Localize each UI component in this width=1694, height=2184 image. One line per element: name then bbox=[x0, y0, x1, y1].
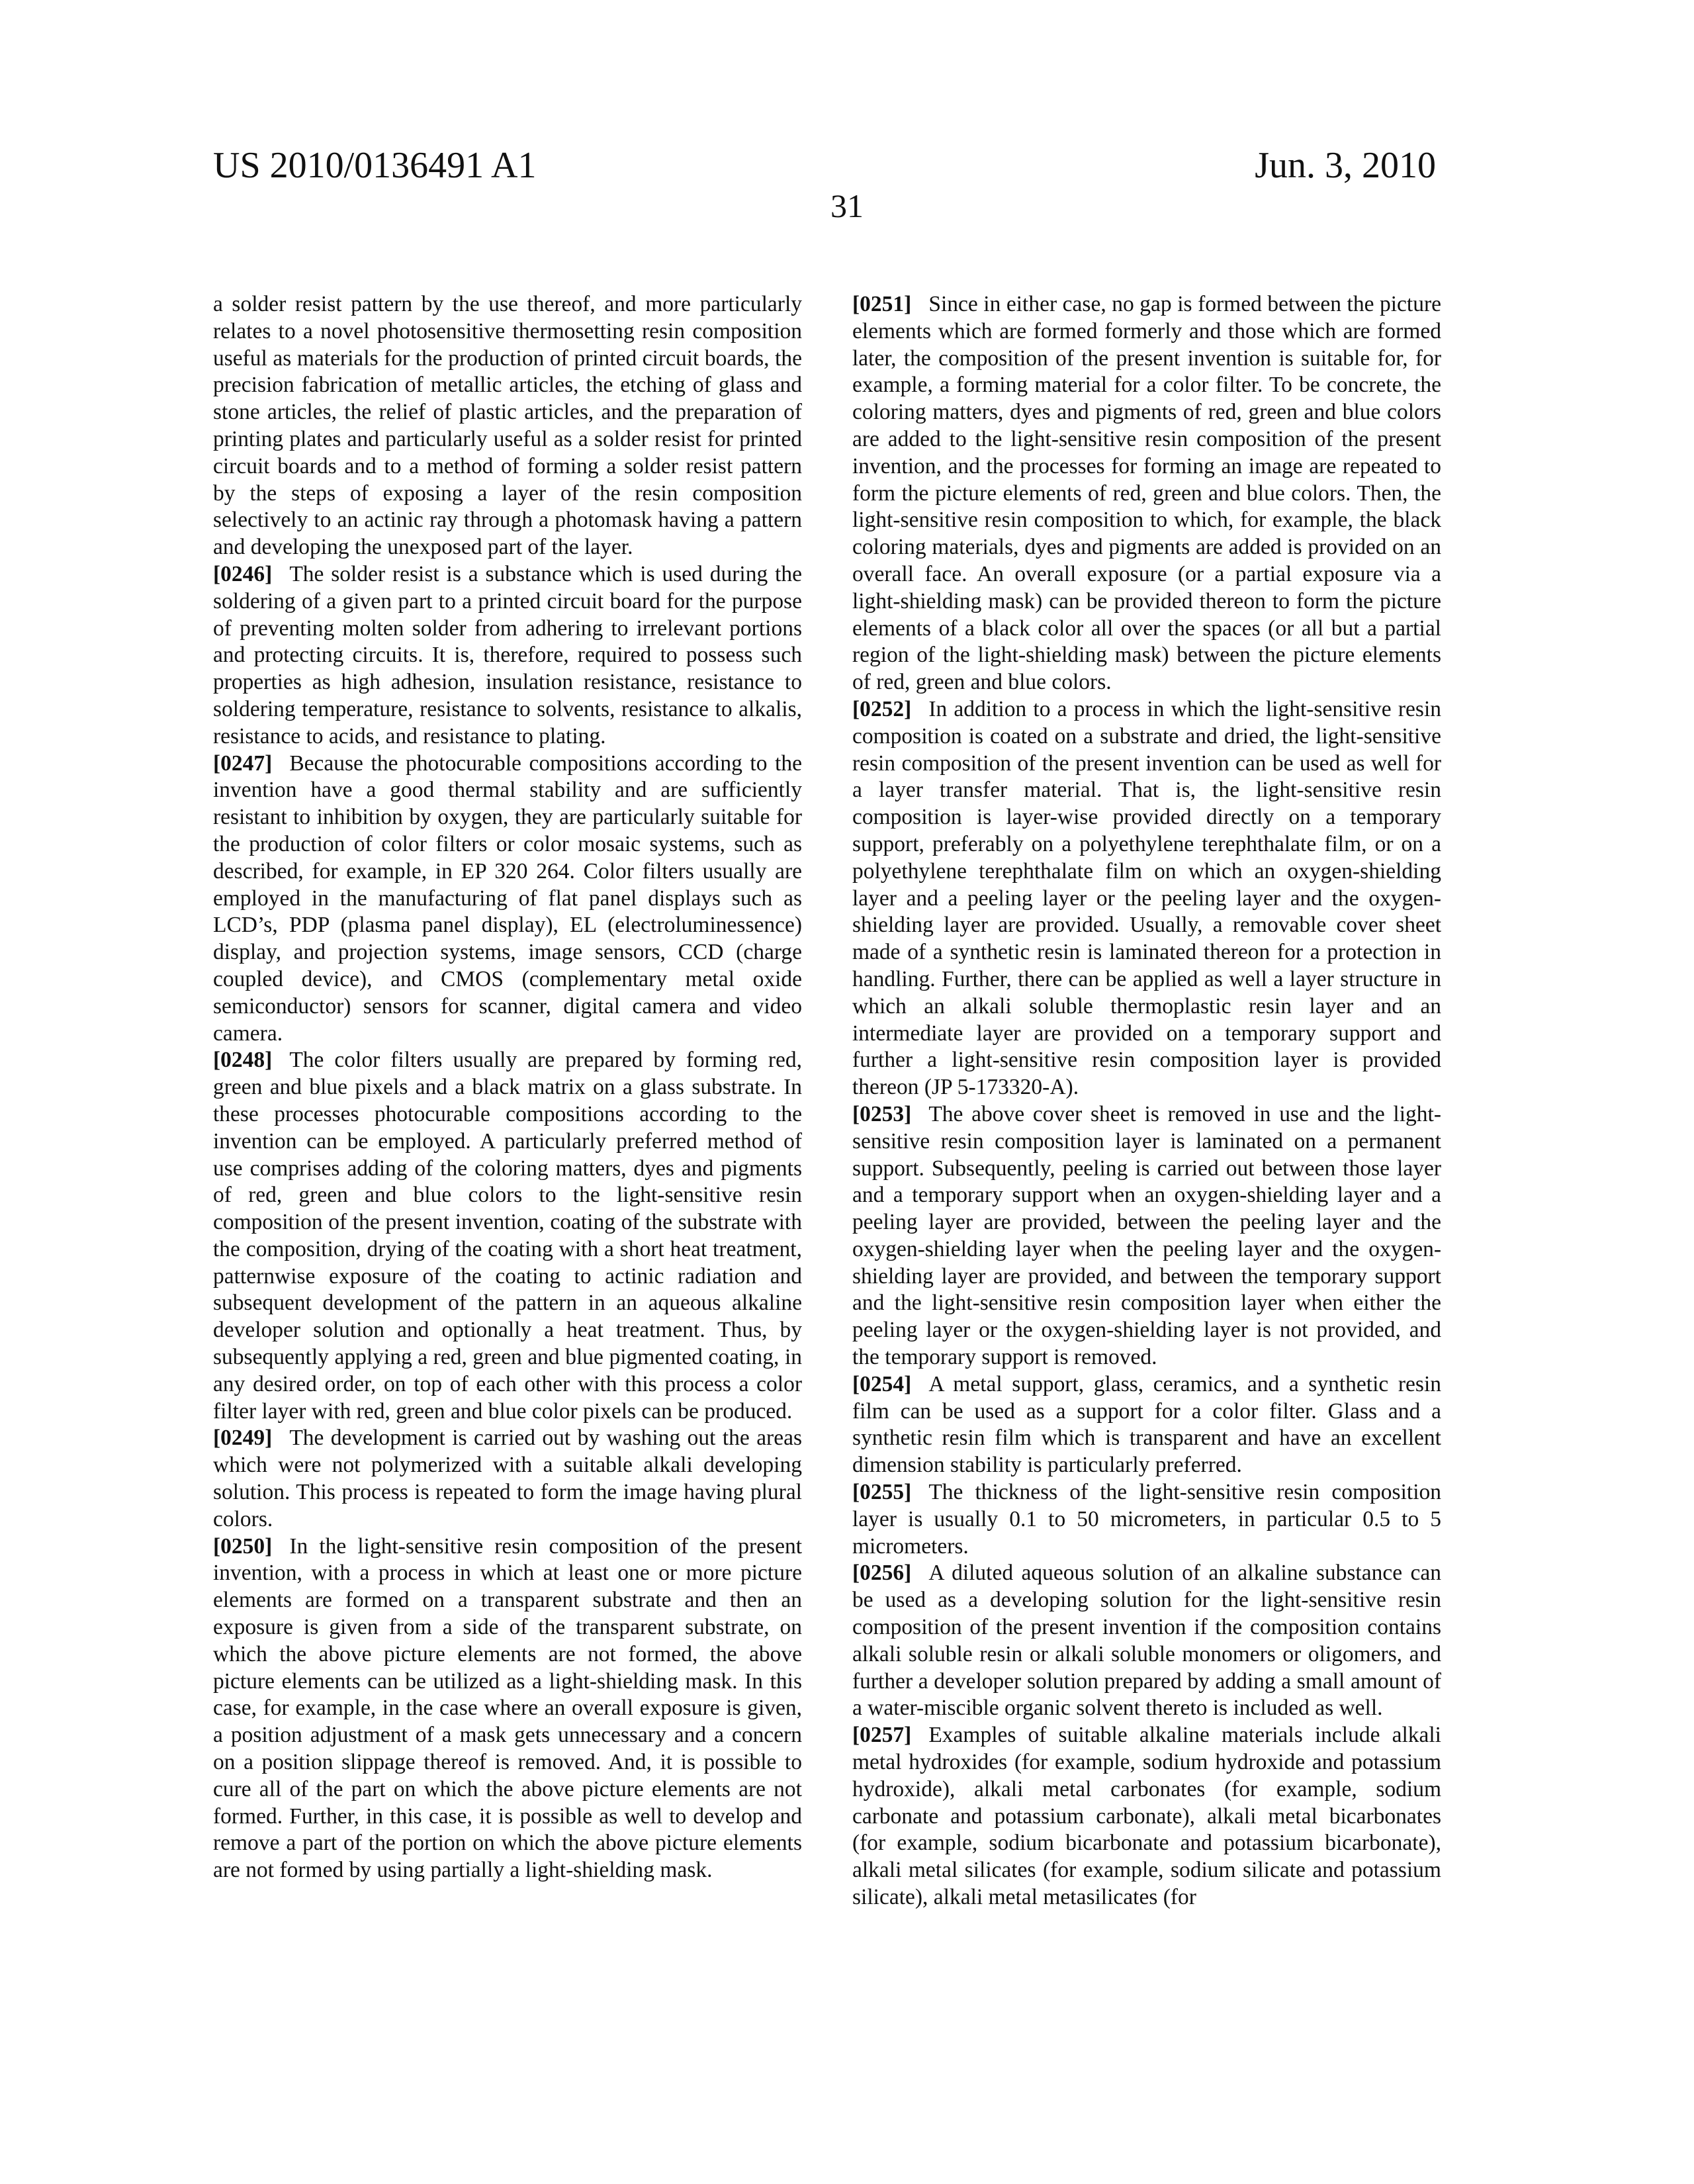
paragraph bbox=[852, 1722, 1441, 1911]
paragraph-number: [0247] bbox=[213, 751, 272, 776]
paragraph-number: [0253] bbox=[852, 1102, 911, 1126]
paragraph-text: The thickness of the light-sensitive resin composition layer is usually 0.1 to 50 micrometers, in particular 0.5 to 5 micrometers. bbox=[852, 1480, 1441, 1559]
paragraph-number: [0251] bbox=[852, 292, 911, 316]
paragraph bbox=[213, 1533, 802, 1884]
paragraph bbox=[213, 1425, 802, 1533]
paragraph bbox=[852, 291, 1441, 696]
paragraph-number: [0254] bbox=[852, 1372, 911, 1396]
left-column bbox=[213, 291, 802, 1884]
paragraph-text: Since in either case, no gap is formed between the picture elements which are formed formerly and those which are formed later, the composition of the present invention is suitable for, for example, a forming material for a color filter. To be concrete, the coloring matters, dyes and pigments of red, green and blue colors are added to the light-sensitive resin composition of the present invention, and the processes for forming an image are repeated to form the picture elements of red, green and blue colors. Then, the light-sensitive resin composition to which, for example, the black coloring materials, dyes and pigments are added is provided on an overall face. An overall exposure (or a partial exposure via a light-shielding mask) can be provided thereon to form the picture elements of a black color all over the spaces (or all but a partial region of the light-shielding mask) between the picture elements of red, green and blue colors. bbox=[852, 292, 1441, 694]
paragraph-text: a solder resist pattern by the use thereof, and more particularly relates to a novel photosensitive thermosetting resin composition useful as materials for the production of printed circuit boards, the precision fabrication of metallic articles, the etching of glass and stone articles, the relief of plastic articles, and the preparation of printing plates and particularly useful as a solder resist for printed circuit boards and to a method of forming a solder resist pattern by the steps of exposing a layer of the resin composition selectively to an actinic ray through a photomask having a pattern and developing the unexposed part of the layer. bbox=[213, 292, 802, 559]
publication-date: Jun. 3, 2010 bbox=[1255, 144, 1436, 187]
publication-number: US 2010/0136491 A1 bbox=[213, 144, 537, 187]
paragraph-number: [0257] bbox=[852, 1723, 911, 1747]
paragraph-number: [0256] bbox=[852, 1561, 911, 1585]
paragraph bbox=[213, 561, 802, 751]
paragraph-text: In addition to a process in which the light-sensitive resin composition is coated on a substrate and dried, the light-sensitive resin composition of the present invention can be used as well for a layer transfer material. That is, the light-sensitive resin composition is layer-wise provided directly on a temporary support, preferably on a polyethylene terephthalate film, or on a polyethylene terephthalate film on which an oxygen-shielding layer and a peeling layer or the peeling layer and the oxygen-shielding layer are provided. Usually, a removable cover sheet made of a synthetic resin is laminated thereon for a protection in handling. Further, there can be applied as well a layer structure in which an alkali soluble thermoplastic resin layer and an intermediate layer are provided on a temporary support and further a light-sensitive resin composition layer is provided thereon (JP 5-173320-A). bbox=[852, 697, 1441, 1099]
paragraph-number: [0250] bbox=[213, 1534, 272, 1559]
paragraph bbox=[852, 1101, 1441, 1371]
paragraph-number: [0248] bbox=[213, 1048, 272, 1072]
paragraph bbox=[213, 1047, 802, 1425]
paragraph-number: [0249] bbox=[213, 1426, 272, 1450]
paragraph-text: A metal support, glass, ceramics, and a synthetic resin film can be used as a support for a color filter. Glass and a synthetic resin film which is transparent and have an excellent dimension stability is particularly preferred. bbox=[852, 1372, 1441, 1477]
paragraph-number: [0255] bbox=[852, 1480, 911, 1504]
paragraph bbox=[852, 1560, 1441, 1722]
paragraph bbox=[213, 751, 802, 1048]
paragraph-text: The above cover sheet is removed in use and the light-sensitive resin composition layer is laminated on a permanent support. Subsequently, peeling is carried out between those layer and a temporary support when an oxygen-shielding layer and a peeling layer are provided, between the peeling layer and the oxygen-shielding layer when the peeling layer and the oxygen-shielding layer are provided, and between the temporary support and the light-sensitive resin composition layer when either the peeling layer or the oxygen-shielding layer is not provided, and the temporary support is removed. bbox=[852, 1102, 1441, 1369]
page-number: 31 bbox=[0, 187, 1694, 225]
paragraph-text: In the light-sensitive resin composition of the present invention, with a process in which at least one or more picture elements are formed on a transparent substrate and then an exposure is given from a side of the transparent substrate, on which the above picture elements are not formed, the above picture elements can be utilized as a light-shielding mask. In this case, for example, in the case where an overall exposure is given, a position adjustment of a mask gets unnecessary and a concern on a position slippage thereof is removed. And, it is possible to cure all of the part on which the above picture elements are not formed. Further, in this case, it is possible as well to develop and remove a part of the portion on which the above picture elements are not formed by using partially a light-shielding mask. bbox=[213, 1534, 802, 1883]
paragraph-text: The color filters usually are prepared by forming red, green and blue pixels and a black matrix on a glass substrate. In these processes photocurable compositions according to the invention can be employed. A particularly preferred method of use comprises adding of the coloring matters, dyes and pigments of red, green and blue colors to the light-sensitive resin composition of the present invention, coating of the substrate with the composition, drying of the coating with a short heat treatment, patternwise exposure of the coating to actinic radiation and subsequent development of the pattern in an aqueous alkaline developer solution and optionally a heat treatment. Thus, by subsequently applying a red, green and blue pigmented coating, in any desired order, on top of each other with this process a color filter layer with red, green and blue color pixels can be produced. bbox=[213, 1048, 802, 1423]
paragraph-text: A diluted aqueous solution of an alkaline substance can be used as a developing solution for the light-sensitive resin composition of the present invention if the composition contains alkali soluble resin or alkali soluble monomers or oligomers, and further a developer solution prepared by adding a small amount of a water-miscible organic solvent thereto is included as well. bbox=[852, 1561, 1441, 1720]
paragraph-text: The development is carried out by washing out the areas which were not polymerized with a suitable alkali developing solution. This process is repeated to form the image having plural colors. bbox=[213, 1426, 802, 1531]
paragraph-text: Examples of suitable alkaline materials include alkali metal hydroxides (for example, sodium hydroxide and potassium hydroxide), alkali metal carbonates (for example, sodium carbonate and potassium carbonate), alkali metal bicarbonates (for example, sodium bicarbonate and potassium bicarbonate), alkali metal silicates (for example, sodium silicate and potassium silicate), alkali metal metasilicates (for bbox=[852, 1723, 1441, 1909]
paragraph-text: Because the photocurable compositions according to the invention have a good thermal stability and are sufficiently resistant to inhibition by oxygen, they are particularly suitable for the production of color filters or color mosaic systems, such as described, for example, in EP 320 264. Color filters usually are employed in the manufacturing of flat panel displays such as LCD’s, PDP (plasma panel display), EL (electroluminessence) display, and projection systems, image sensors, CCD (charge coupled device), and CMOS (complementary metal oxide semiconductor) sensors for scanner, digital camera and video camera. bbox=[213, 751, 802, 1046]
paragraph bbox=[852, 1371, 1441, 1479]
right-column bbox=[852, 291, 1441, 1911]
paragraph-number: [0246] bbox=[213, 562, 272, 586]
paragraph-number: [0252] bbox=[852, 697, 911, 721]
paragraph bbox=[213, 291, 802, 561]
paragraph bbox=[852, 696, 1441, 1101]
paragraph-text: The solder resist is a substance which is used during the soldering of a given part to a printed circuit board for the purpose of preventing molten solder from adhering to irrelevant portions and protecting circuits. It is, therefore, required to possess such properties as high adhesion, insulation resistance, resistance to soldering temperature, resistance to solvents, resistance to alkalis, resistance to acids, and resistance to plating. bbox=[213, 562, 802, 749]
paragraph bbox=[852, 1479, 1441, 1560]
